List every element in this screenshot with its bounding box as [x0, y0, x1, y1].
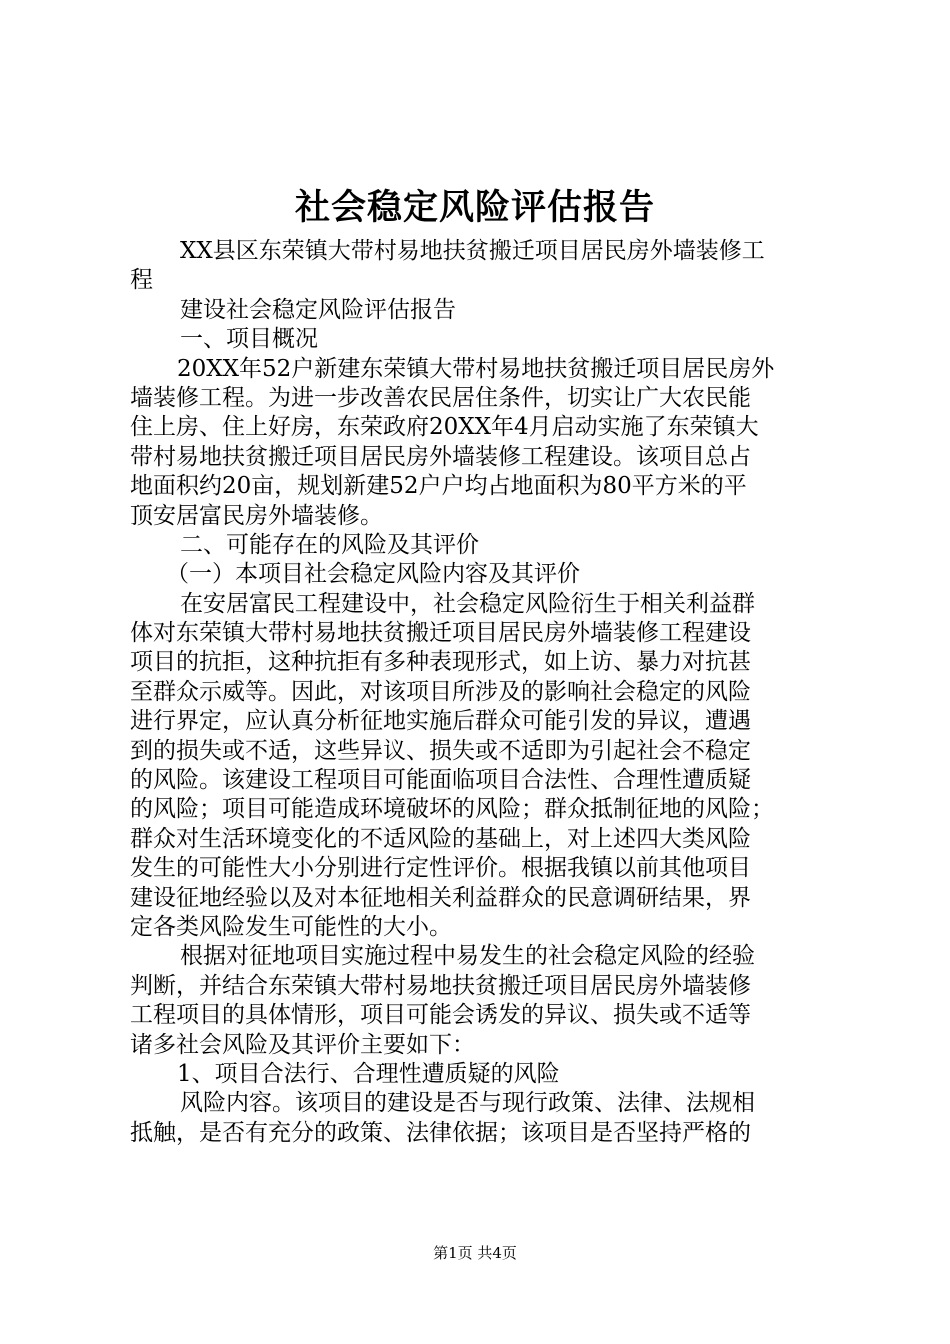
section-heading: 二、可能存在的风险及其评价: [180, 531, 479, 558]
body-line: 进行界定，应认真分析征地实施后群众可能引发的异议，遭遇: [130, 708, 751, 735]
body-line: 带村易地扶贫搬迁项目居民房外墙装修工程建设。该项目总占: [130, 443, 751, 470]
body-line: 的风险；项目可能造成环境破坏的风险；群众抵制征地的风险；: [130, 796, 774, 823]
body-line: 20XX年52户新建东荣镇大带村易地扶贫搬迁项目居民房外: [177, 355, 775, 382]
body-line: 发生的可能性大小分别进行定性评价。根据我镇以前其他项目: [130, 855, 751, 882]
subsection-heading: （一）本项目社会稳定风险内容及其评价: [166, 561, 580, 588]
body-line: XX县区东荣镇大带村易地扶贫搬迁项目居民房外墙装修工: [180, 238, 765, 264]
body-line: 群众对生活环境变化的不适风险的基础上，对上述四大类风险: [130, 825, 751, 852]
body-line: 程: [130, 267, 153, 294]
section-heading: 一、项目概况: [180, 326, 318, 353]
body-line: 到的损失或不适，这些异议、损失或不适即为引起社会不稳定: [130, 737, 751, 764]
body-line: 建设社会稳定风险评估报告: [180, 296, 456, 323]
body-line: 工程项目的具体情形，项目可能会诱发的异议、损失或不适等: [130, 1002, 751, 1029]
body-line: 体对东荣镇大带村易地扶贫搬迁项目居民房外墙装修工程建设: [130, 620, 751, 647]
body-line: 地面积约20亩，规划新建52户户均占地面积为80平方米的平: [130, 473, 747, 500]
body-line: 抵触，是否有充分的政策、法律依据；该项目是否坚持严格的: [130, 1119, 751, 1146]
document-body: [130, 237, 830, 1148]
body-line: 墙装修工程。为进一步改善农民居住条件，切实让广大农民能: [130, 384, 751, 411]
body-line: 建设征地经验以及对本征地相关利益群众的民意调研结果，界: [130, 884, 751, 911]
document-title: 社会稳定风险评估报告: [294, 188, 655, 228]
body-line: 住上房、住上好房，东荣政府20XX年4月启动实施了东荣镇大: [130, 414, 759, 441]
body-line: 诸多社会风险及其评价主要如下：: [130, 1031, 475, 1058]
body-line: 的风险。该建设工程项目可能面临项目合法性、合理性遭质疑: [130, 767, 751, 794]
body-line: 顶安居富民房外墙装修。: [130, 502, 383, 529]
body-line: 根据对征地项目实施过程中易发生的社会稳定风险的经验: [180, 943, 755, 970]
body-line: 在安居富民工程建设中，社会稳定风险衍生于相关利益群: [180, 590, 755, 617]
body-line: 定各类风险发生可能性的大小。: [130, 913, 452, 940]
body-line: 风险内容。该项目的建设是否与现行政策、法律、法规相: [180, 1090, 755, 1117]
body-line: 判断，并结合东荣镇大带村易地扶贫搬迁项目居民房外墙装修: [130, 972, 751, 999]
page-number-footer: 第1页 共4页: [433, 1244, 517, 1262]
body-line: 至群众示威等。因此，对该项目所涉及的影响社会稳定的风险: [130, 678, 751, 705]
subsection-heading: 1、项目合法行、合理性遭质疑的风险: [177, 1060, 560, 1087]
body-line: 项目的抗拒，这种抗拒有多种表现形式，如上访、暴力对抗甚: [130, 649, 751, 676]
